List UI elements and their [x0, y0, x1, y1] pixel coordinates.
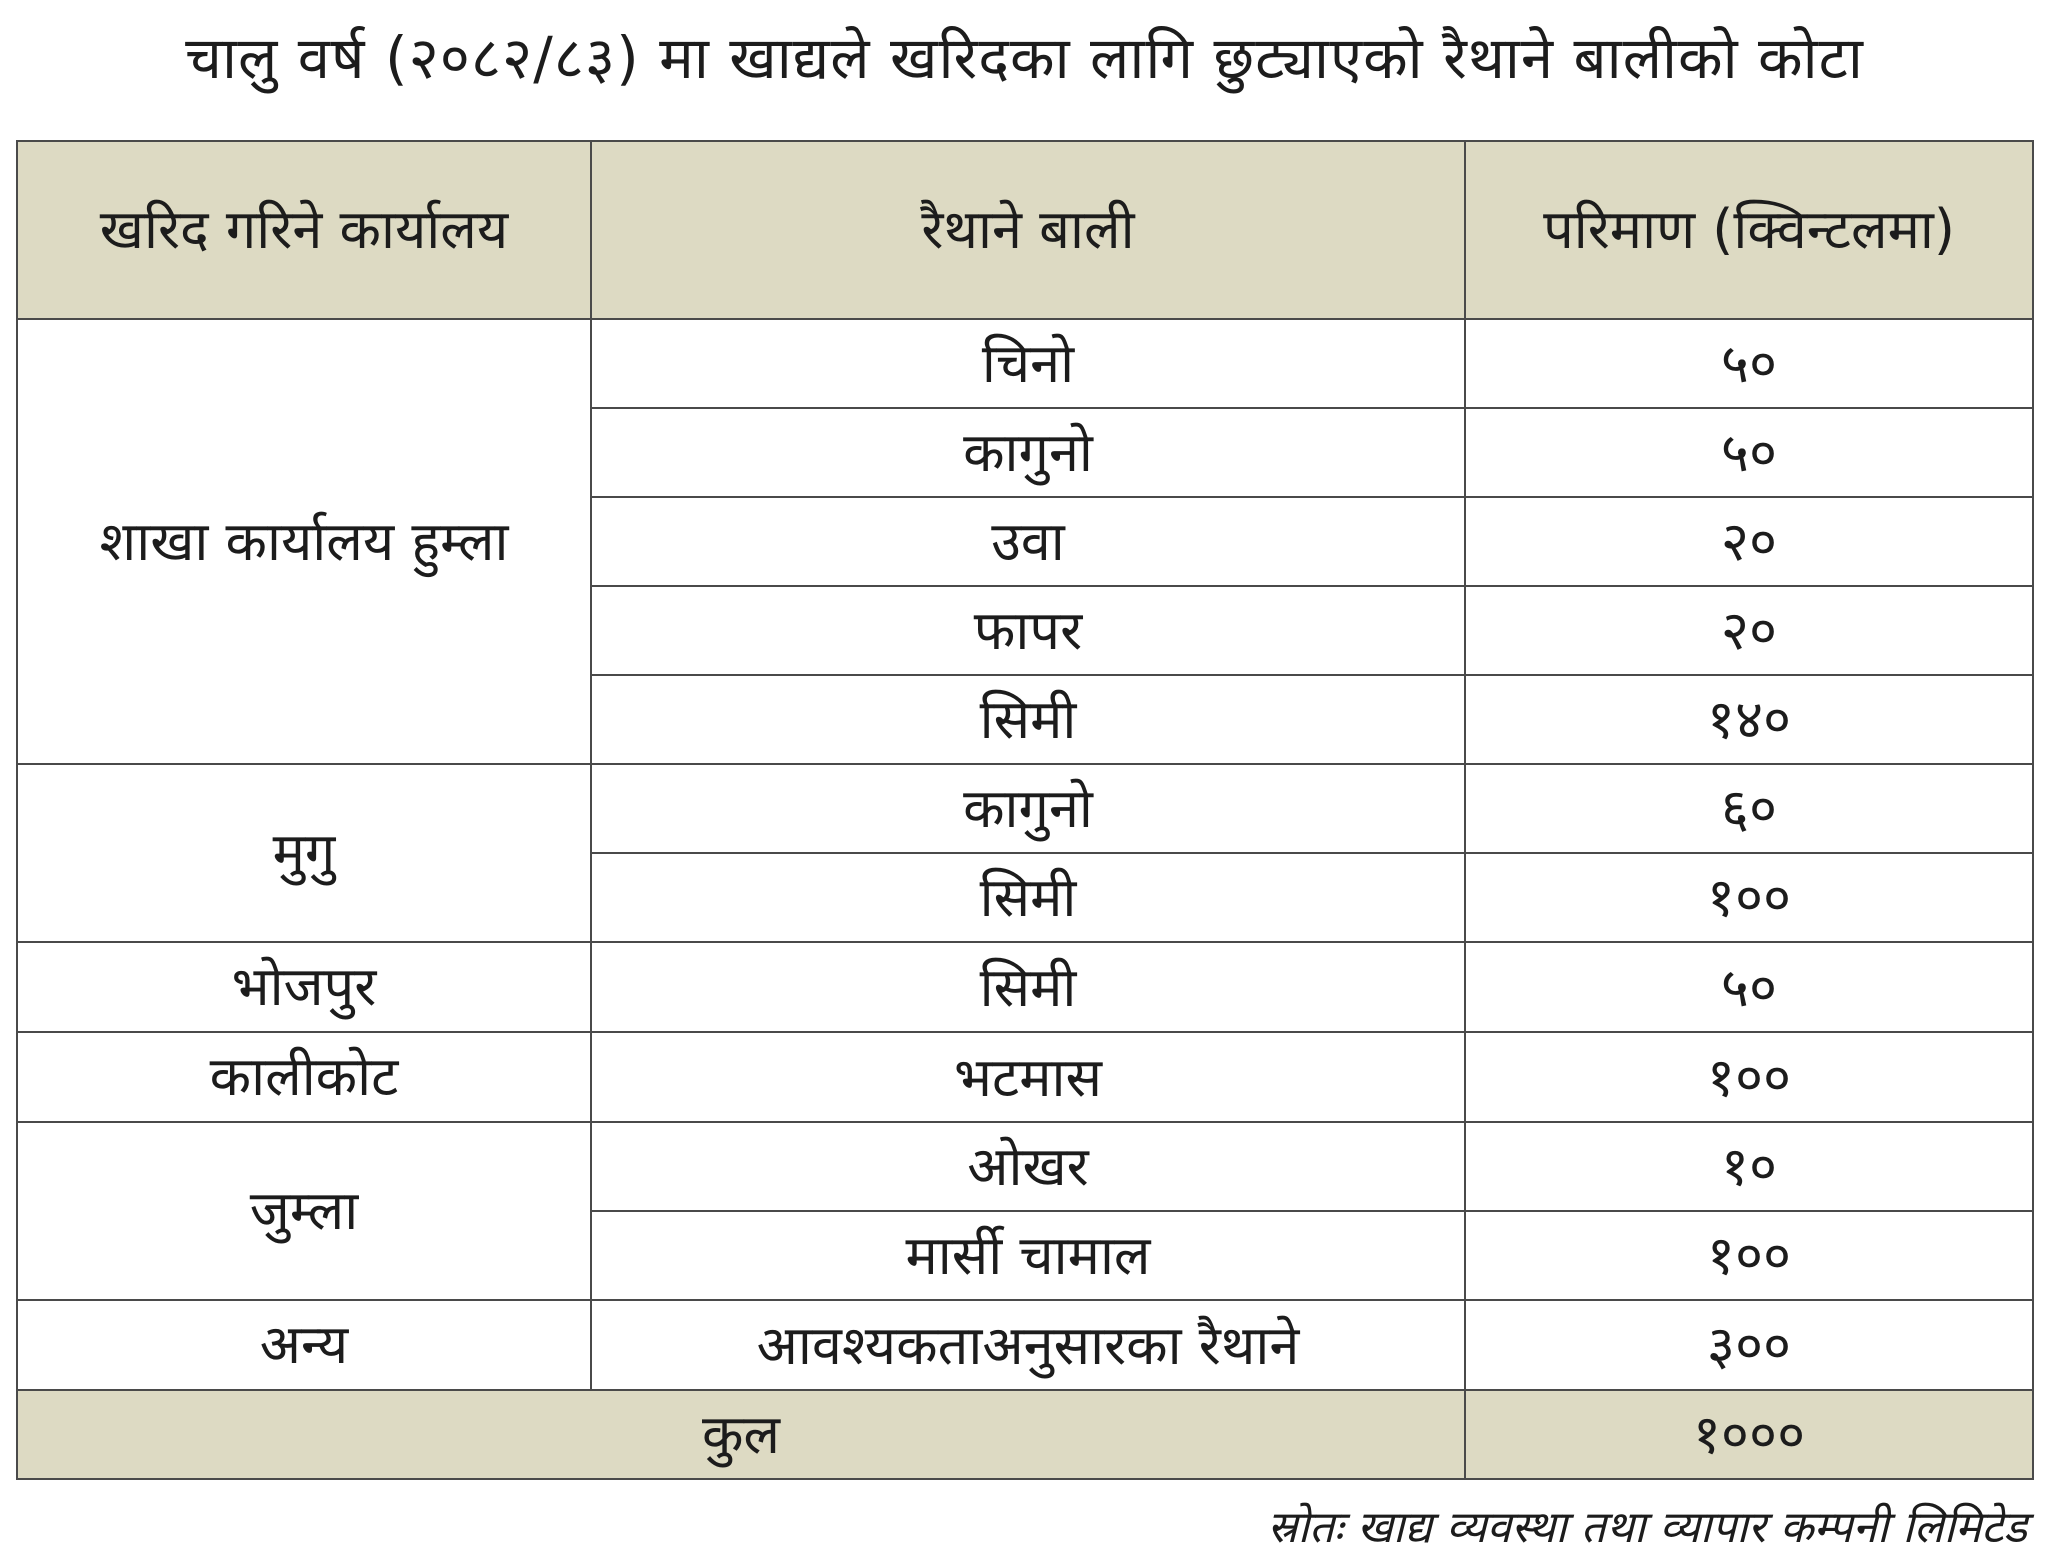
quantity-cell: १००	[1465, 1211, 2033, 1300]
table-header-row	[17, 141, 2033, 319]
quantity-cell: १००	[1465, 1032, 2033, 1122]
header-office: खरिद गरिने कार्यालय	[17, 141, 591, 319]
crop-cell: सिमी	[591, 853, 1465, 942]
crop-cell: चिनो	[591, 319, 1465, 408]
crop-cell: कागुनो	[591, 408, 1465, 497]
quantity-cell: १४०	[1465, 675, 2033, 764]
office-cell: अन्य	[17, 1300, 591, 1390]
office-cell: भोजपुर	[17, 942, 591, 1032]
total-row	[17, 1390, 2033, 1479]
crop-cell: ओखर	[591, 1122, 1465, 1211]
crop-cell: भटमास	[591, 1032, 1465, 1122]
quantity-cell: २०	[1465, 586, 2033, 675]
quantity-cell: ५०	[1465, 319, 2033, 408]
quantity-cell: ३००	[1465, 1300, 2033, 1390]
header-crop: रैथाने बाली	[591, 141, 1465, 319]
office-cell: जुम्ला	[17, 1122, 591, 1300]
office-cell: कालीकोट	[17, 1032, 591, 1122]
quantity-cell: १०	[1465, 1122, 2033, 1211]
table-row	[17, 764, 2033, 853]
table-row	[17, 1300, 2033, 1390]
crop-cell: फापर	[591, 586, 1465, 675]
total-quantity: १०००	[1465, 1390, 2033, 1479]
quantity-cell: १००	[1465, 853, 2033, 942]
page-title: चालु वर्ष (२०८२/८३) मा खाद्यले खरिदका लागि छुट्याएको रैथाने बालीको कोटा	[185, 24, 1864, 92]
table-row	[17, 1032, 2033, 1122]
quantity-cell: ६०	[1465, 764, 2033, 853]
source-note: स्रोतः खाद्य व्यवस्था तथा व्यापार कम्पनी लिमिटेड	[1267, 1502, 2027, 1553]
total-label: कुल	[17, 1390, 1465, 1479]
table-row	[17, 1122, 2033, 1211]
header-quantity: परिमाण (क्विन्टलमा)	[1465, 141, 2033, 319]
quantity-cell: ५०	[1465, 408, 2033, 497]
quantity-cell: ५०	[1465, 942, 2033, 1032]
table-row	[17, 942, 2033, 1032]
quantity-cell: २०	[1465, 497, 2033, 586]
crop-cell: मार्सी चामाल	[591, 1211, 1465, 1300]
office-cell: मुगु	[17, 764, 591, 942]
crop-cell: सिमी	[591, 942, 1465, 1032]
crop-cell: कागुनो	[591, 764, 1465, 853]
crop-cell: आवश्यकताअनुसारका रैथाने	[591, 1300, 1465, 1390]
crop-cell: उवा	[591, 497, 1465, 586]
quota-table	[16, 140, 2034, 1480]
office-cell: शाखा कार्यालय हुम्ला	[17, 319, 591, 764]
table-row	[17, 319, 2033, 408]
crop-cell: सिमी	[591, 675, 1465, 764]
